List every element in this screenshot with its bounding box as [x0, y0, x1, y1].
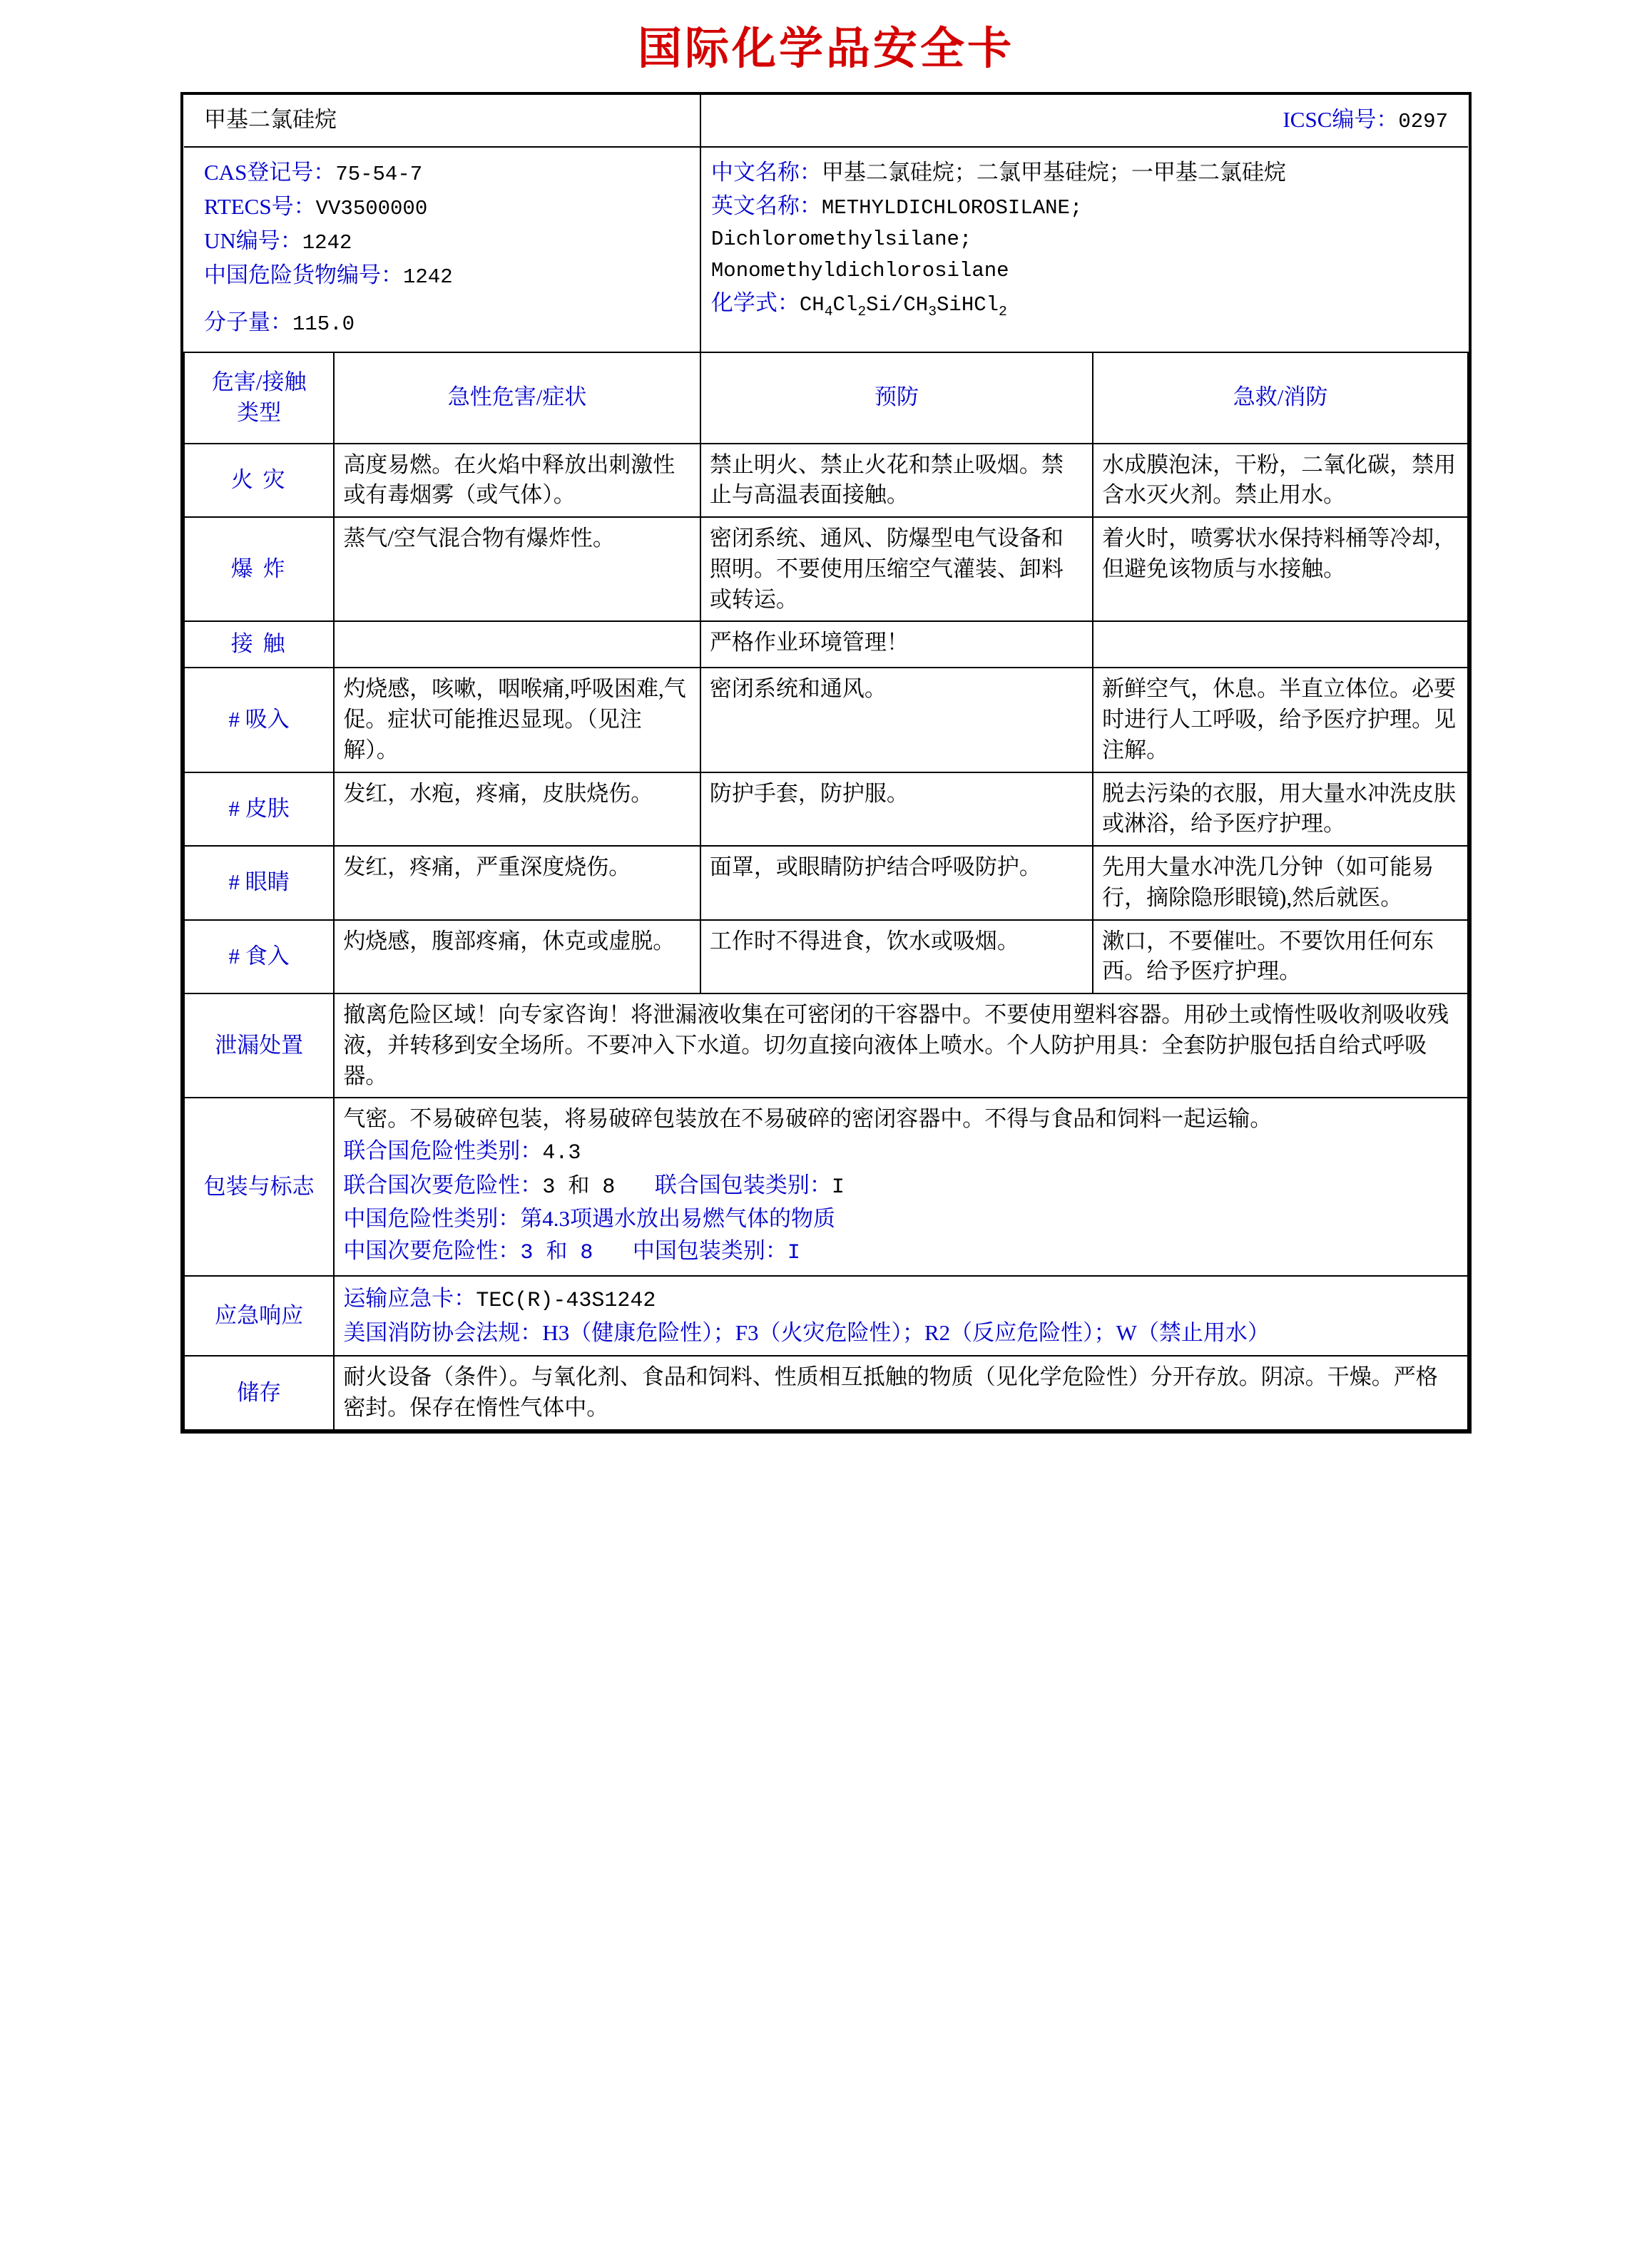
row-fire-firstaid: 水成膜泡沫，干粉，二氧化碳，禁用含水灭火剂。禁止用水。 [1093, 444, 1468, 518]
row-label-fire: 火 灾 [184, 444, 334, 518]
storage-row [184, 1356, 1468, 1430]
spill-row [184, 993, 1468, 1098]
cas-value: 75-54-7 [335, 163, 423, 187]
col-header-prevention: 预防 [700, 352, 1093, 444]
emergency-row [184, 1276, 1468, 1356]
identity-row [184, 147, 1468, 352]
row-label-eyes: # 眼睛 [184, 846, 334, 920]
nfpa-line [343, 1318, 1459, 1349]
un-pack-label: 联合国包装类别： [654, 1172, 832, 1197]
packaging-intro: 气密。不易破碎包装，将易破碎包装放在不易破碎的密闭容器中。不得与食品和饲料一起运输。 [343, 1106, 1273, 1132]
cn-name-value: 甲基二氯硅烷；二氯甲基硅烷；一甲基二氯硅烷 [821, 160, 1286, 185]
formula-value: $CH_4Cl_2Si/CH_3SiHCl_2$ [799, 292, 1007, 320]
row-ingestion-symptoms: 灼烧感，腹部疼痛，休克或虚脱。 [334, 920, 700, 994]
un-hazard-line [343, 1136, 1459, 1168]
un-value: 1242 [302, 231, 352, 255]
row-skin-prevention: 防护手套，防护服。 [700, 772, 1093, 847]
formula-label: 化学式： [710, 290, 800, 315]
cn-name-row [711, 158, 1451, 188]
row-label-packaging: 包装与标志 [184, 1098, 334, 1276]
icsc-label: ICSC编号： [1283, 107, 1399, 132]
cn-hazard-label: 中国危险性类别： [343, 1205, 521, 1231]
col-header-hazard-type [184, 352, 334, 444]
packaging-block [334, 1098, 1468, 1276]
icsc-table [183, 95, 1469, 1431]
emergency-block [334, 1276, 1468, 1356]
cn-sub-value: 3 和 8 [520, 1240, 593, 1265]
tec-line [343, 1284, 1459, 1316]
icsc-number-cell [700, 95, 1468, 147]
row-label-emergency: 应急响应 [184, 1276, 334, 1356]
table-row [184, 517, 1468, 621]
tec-value: TEC(R)-43S1242 [476, 1289, 656, 1314]
chemical-name: 甲基二氯硅烷 [184, 95, 700, 147]
cn-pack-label: 中国包装类别： [632, 1237, 787, 1263]
formula-row [711, 288, 1451, 322]
un-sub-label: 联合国次要危险性： [343, 1172, 543, 1197]
un-hazard-label: 联合国危险性类别： [343, 1138, 543, 1164]
mw-value: 115.0 [292, 312, 355, 337]
nfpa-label: 美国消防协会法规： [343, 1319, 543, 1345]
column-header-row [184, 352, 1468, 444]
row-ingestion-prevention: 工作时不得进食，饮水或吸烟。 [700, 920, 1093, 994]
row-inhalation-firstaid: 新鲜空气，休息。半直立体位。必要时进行人工呼吸，给予医疗护理。见注解。 [1093, 668, 1468, 772]
row-label-exposure: 接 触 [184, 621, 334, 668]
table-row [184, 668, 1468, 772]
en-name-value-3: Monomethyldichlorosilane [710, 258, 1009, 282]
table-row [184, 846, 1468, 920]
tec-label: 运输应急卡： [343, 1286, 476, 1312]
row-eyes-firstaid: 先用大量水冲洗几分钟（如可能易行，摘除隐形眼镜),然后就医。 [1093, 846, 1468, 920]
un-pack-value: I [831, 1175, 845, 1200]
name-block [700, 147, 1468, 352]
storage-text: 耐火设备（条件）。与氧化剂、食品和饲料、性质相互抵触的物质（见化学危险性）分开存放。阴凉。干燥。严格密封。保存在惰性气体中。 [334, 1356, 1468, 1430]
row-label-storage: 储存 [184, 1356, 334, 1430]
un-sub-line [343, 1170, 1459, 1202]
identifier-block [184, 147, 700, 352]
row-skin-symptoms: 发红，水疱，疼痛，皮肤烧伤。 [334, 772, 700, 847]
row-inhalation-symptoms: 灼烧感，咳嗽，咽喉痛,呼吸困难,气促。症状可能推迟显现。（见注解）。 [334, 668, 700, 772]
col-header-hazard-type-line1: 危害/接触 [211, 369, 307, 395]
row-fire-prevention: 禁止明火、禁止火花和禁止吸烟。禁止与高温表面接触。 [700, 444, 1093, 518]
cn-name-label: 中文名称： [710, 160, 822, 185]
cn-sub-line [343, 1236, 1459, 1268]
rtecs-label: RTECS号： [204, 194, 316, 220]
row-ingestion-firstaid: 漱口，不要催吐。不要饮用任何东西。给予医疗护理。 [1093, 920, 1468, 994]
rtecs-value: VV3500000 [315, 197, 428, 221]
cn-hazard-line [343, 1204, 1459, 1235]
cn-dangerous-row [204, 260, 690, 292]
cn-hazard-value: 第4.3项遇水放出易燃气体的物质 [520, 1205, 836, 1231]
cn-dangerous-value: 1242 [403, 265, 453, 290]
row-label-inhalation: # 吸入 [184, 668, 334, 772]
row-explosion-firstaid: 着火时，喷雾状水保持料桶等冷却，但避免该物质与水接触。 [1093, 517, 1468, 621]
header-row [184, 95, 1468, 147]
cas-row [204, 158, 690, 189]
icsc-card [180, 92, 1472, 1434]
en-name-label: 英文名称： [710, 193, 822, 218]
mw-row [204, 307, 690, 339]
row-label-skin: # 皮肤 [184, 772, 334, 847]
nfpa-value: H3（健康危险性）；F3（火灾危险性）；R2（反应危险性）；W（禁止用水） [542, 1319, 1270, 1345]
rtecs-row [204, 192, 690, 223]
cas-label: CAS登记号： [204, 160, 336, 185]
col-header-firstaid: 急救/消防 [1093, 352, 1468, 444]
col-header-hazard-type-line2: 类型 [237, 399, 282, 425]
en-name-value-1: METHYLDICHLOROSILANE; [821, 195, 1083, 220]
cn-sub-label: 中国次要危险性： [343, 1237, 521, 1263]
row-label-spill: 泄漏处置 [184, 993, 334, 1098]
cn-dangerous-label: 中国危险货物编号： [204, 262, 403, 288]
row-exposure-firstaid [1093, 621, 1468, 668]
row-eyes-symptoms: 发红，疼痛，严重深度烧伤。 [334, 846, 700, 920]
row-fire-symptoms: 高度易燃。在火焰中释放出刺激性或有毒烟雾（或气体）。 [334, 444, 700, 518]
table-row [184, 621, 1468, 668]
packaging-row [184, 1098, 1468, 1276]
mw-label: 分子量： [204, 310, 292, 335]
row-explosion-symptoms: 蒸气/空气混合物有爆炸性。 [334, 517, 700, 621]
un-row [204, 226, 690, 257]
cn-pack-value: I [787, 1240, 800, 1265]
col-header-symptoms: 急性危害/症状 [334, 352, 700, 444]
en-name-value-2: Dichloromethylsilane; [710, 227, 972, 251]
row-explosion-prevention: 密闭系统、通风、防爆型电气设备和照明。不要使用压缩空气灌装、卸料或转运。 [700, 517, 1093, 621]
table-row [184, 920, 1468, 994]
row-inhalation-prevention: 密闭系统和通风。 [700, 668, 1093, 772]
row-eyes-prevention: 面罩，或眼睛防护结合呼吸防护。 [700, 846, 1093, 920]
en-name-row [711, 191, 1451, 223]
spill-text: 撤离危险区域！向专家咨询！将泄漏液收集在可密闭的干容器中。不要使用塑料容器。用砂土或惰性吸收剂吸收残液，并转移到安全场所。不要冲入下水道。切勿直接向液体上喷水。个人防护用具：全套防护服包括自给式呼吸器。 [334, 993, 1468, 1098]
un-sub-value: 3 和 8 [542, 1175, 616, 1200]
un-label: UN编号： [204, 228, 302, 254]
row-exposure-prevention: 严格作业环境管理！ [700, 621, 1093, 668]
un-hazard-value: 4.3 [542, 1141, 581, 1166]
icsc-value: 0297 [1398, 110, 1448, 133]
row-label-ingestion: # 食入 [184, 920, 334, 994]
row-skin-firstaid: 脱去污染的衣服，用大量水冲洗皮肤或淋浴，给予医疗护理。 [1093, 772, 1468, 847]
row-label-explosion: 爆 炸 [184, 517, 334, 621]
page-title: 国际化学品安全卡 [637, 25, 1014, 73]
row-exposure-symptoms [334, 621, 700, 668]
table-row [184, 772, 1468, 847]
table-row [184, 444, 1468, 518]
